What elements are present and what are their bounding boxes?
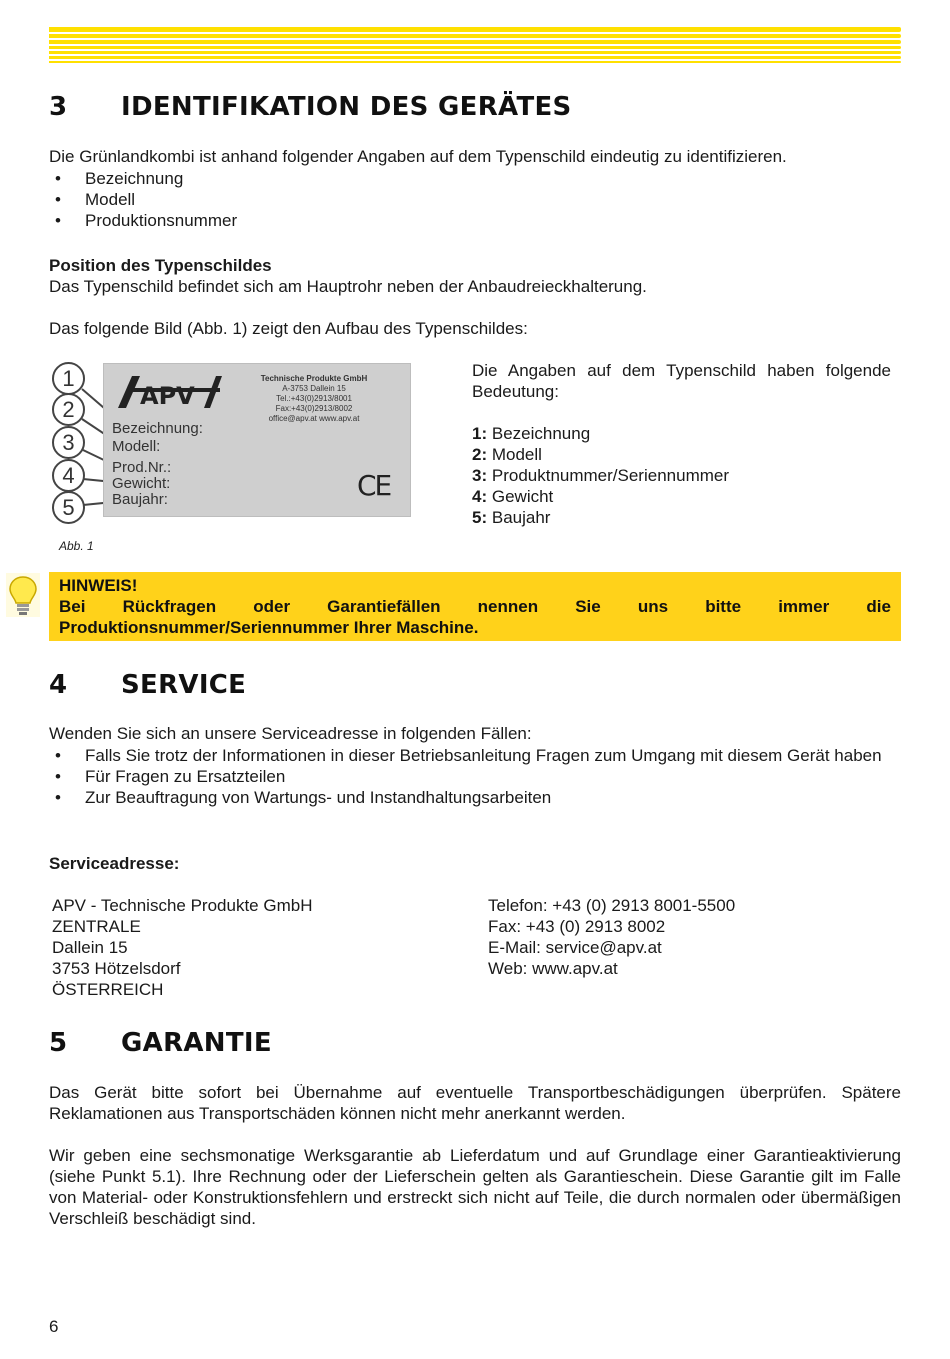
legend-item: 4: Gewicht xyxy=(472,487,554,506)
callout-3: 3 xyxy=(52,426,85,459)
section-4-title: SERVICE xyxy=(121,670,247,700)
phone: Telefon: +43 (0) 2913 8001-5500 xyxy=(488,896,736,915)
position-text: Das Typenschild befindet sich am Hauptrohr neben der Anbaudreieckhalterung. xyxy=(49,277,647,296)
ce-mark: CE xyxy=(357,469,391,502)
list-item: • Zur Beauftragung von Wartungs- und Instandhaltungsarbeiten xyxy=(49,787,901,808)
position-heading: Position des Typenschildes xyxy=(49,256,272,275)
legend-item: 1: Bezeichnung xyxy=(472,424,591,443)
plate-field-baujahr: Baujahr: xyxy=(112,491,168,508)
apv-logo xyxy=(116,374,224,410)
section-3-heading xyxy=(49,92,572,122)
header-stripes xyxy=(49,27,901,67)
legend-item: 2: Modell xyxy=(472,445,542,464)
list-item: • Für Fragen zu Ersatzteilen xyxy=(49,766,901,787)
legend-item: 5: Baujahr xyxy=(472,508,551,527)
section-3-number: 3 xyxy=(49,92,68,122)
service-address: APV - Technische Produkte GmbH ZENTRALE Dallein 15 3753 Hötzelsdorf ÖSTERREICH xyxy=(52,896,313,999)
plate-field-gewicht: Gewicht: xyxy=(112,475,171,492)
note-line-1: Bei Rückfragen oder Garantiefällen nennen Sie uns bitte immer die xyxy=(59,597,891,616)
type-plate xyxy=(103,363,411,517)
service-contact xyxy=(488,895,735,979)
lightbulb-icon xyxy=(6,573,40,617)
type-plate-legend xyxy=(472,360,891,528)
note-title: HINWEIS! xyxy=(59,576,138,595)
section-4-heading xyxy=(49,670,246,700)
section-4-intro: Wenden Sie sich an unsere Serviceadresse in folgenden Fällen: xyxy=(49,724,532,743)
identification-list xyxy=(49,168,901,231)
figure-intro: Das folgende Bild (Abb. 1) zeigt den Aufbau des Typenschildes: xyxy=(49,319,528,338)
list-item: • Bezeichnung xyxy=(49,168,901,189)
apv-logo-text: APV xyxy=(140,382,195,410)
legend-intro: Die Angaben auf dem Typenschild haben folgende Bedeutung: xyxy=(472,361,891,401)
fax: Fax: +43 (0) 2913 8002 xyxy=(488,917,666,936)
service-cases-list xyxy=(49,745,901,808)
section-5-heading xyxy=(49,1028,272,1058)
plate-field-modell: Modell: xyxy=(112,438,161,455)
section-4-number: 4 xyxy=(49,670,68,700)
list-item: • Modell xyxy=(49,189,901,210)
warranty-paragraph-1: Das Gerät bitte sofort bei Übernahme auf eventuelle Transportbeschädigungen überprüfen. Spätere Reklamationen aus Transportschäden können nicht mehr anerkannt werden. xyxy=(49,1083,901,1123)
section-3-intro: Die Grünlandkombi ist anhand folgender Angaben auf dem Typenschild eindeutig zu identifizieren. xyxy=(49,147,787,166)
service-address-heading: Serviceadresse: xyxy=(49,854,180,873)
note-box xyxy=(49,572,901,641)
email: E-Mail: service@apv.at xyxy=(488,938,662,957)
website: Web: www.apv.at xyxy=(488,959,618,978)
list-item: • Produktionsnummer xyxy=(49,210,901,231)
list-item: • Falls Sie trotz der Informationen in dieser Betriebsanleitung Fragen zum Umgang mit diesem Gerät haben xyxy=(49,745,901,766)
section-5-title: GARANTIE xyxy=(121,1028,272,1058)
figure-caption: Abb. 1 xyxy=(59,539,94,553)
callout-2: 2 xyxy=(52,393,85,426)
callout-1: 1 xyxy=(52,362,85,395)
plate-company-info: Technische Produkte GmbH A-3753 Dallein 15 Tel.:+43(0)2913/8001 Fax:+43(0)2913/8002 office@apv.at www.apv.at xyxy=(260,374,368,423)
plate-field-bezeichnung: Bezeichnung: xyxy=(112,420,203,437)
plate-field-prodnr: Prod.Nr.: xyxy=(112,459,172,476)
warranty-paragraph-2: Wir geben eine sechsmonatige Werksgarantie ab Lieferdatum und auf Grundlage einer Garantieaktivierung (siehe Punkt 5.1). Ihre Rechnung oder der Lieferschein gelten als Garantieschein. Diese Garantie gilt im Falle von Material- oder Konstruktionsfehlern und erstreckt sich nicht auf Teile, die durch normalen oder übermäßigen Verschleiß beschädigt sind. xyxy=(49,1146,901,1228)
page-number: 6 xyxy=(49,1317,59,1336)
callout-4: 4 xyxy=(52,459,85,492)
section-5-number: 5 xyxy=(49,1028,68,1058)
section-3-title: IDENTIFIKATION DES GERÄTES xyxy=(121,92,572,122)
note-line-2: Produktionsnummer/Seriennummer Ihrer Maschine. xyxy=(59,618,479,637)
legend-item: 3: Produktnummer/Seriennummer xyxy=(472,466,730,485)
callout-5: 5 xyxy=(52,491,85,524)
